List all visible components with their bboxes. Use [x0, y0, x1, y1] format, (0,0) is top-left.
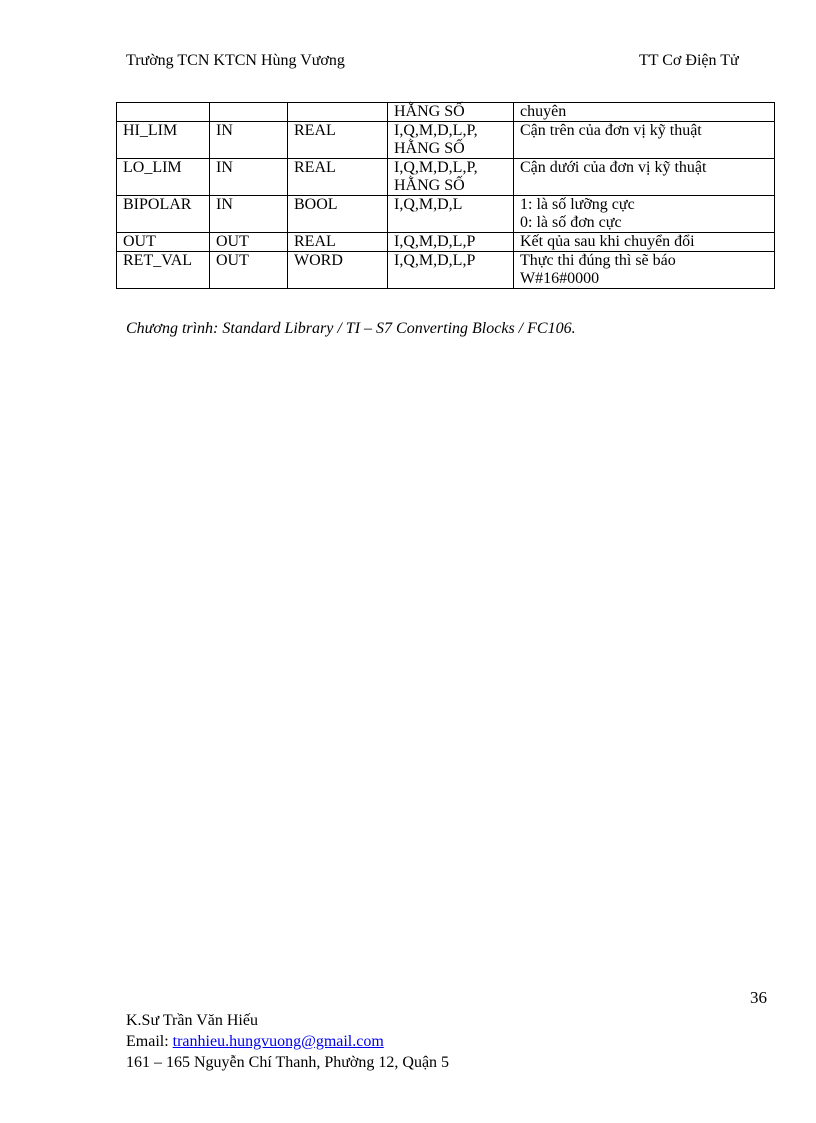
area-line: I,Q,M,D,L,P	[394, 252, 476, 269]
table-row	[117, 122, 775, 159]
table-caption: Chương trình: Standard Library / TI – S7 Converting Blocks / FC106.	[126, 320, 576, 337]
param-name: BIPOLAR	[117, 196, 210, 233]
param-type: REAL	[288, 159, 388, 196]
header-school: Trường TCN KTCN Hùng Vương	[126, 52, 345, 69]
param-decl	[210, 103, 288, 122]
param-decl: IN	[210, 196, 288, 233]
area-line: HẰNG SỐ	[394, 103, 465, 120]
param-type: REAL	[288, 233, 388, 252]
footer-email-line	[126, 1031, 449, 1052]
desc-line: Kết qủa sau khi chuyển đổi	[520, 233, 695, 250]
param-area	[388, 233, 514, 252]
param-type	[288, 103, 388, 122]
area-line: I,Q,M,D,L,P	[394, 233, 476, 250]
param-name: OUT	[117, 233, 210, 252]
param-area	[388, 196, 514, 233]
desc-line: Cận dưới của đơn vị kỹ thuật	[520, 159, 707, 176]
table-row	[117, 196, 775, 233]
table-row	[117, 103, 775, 122]
param-area	[388, 252, 514, 289]
param-name: LO_LIM	[117, 159, 210, 196]
param-desc	[514, 196, 775, 233]
area-line: HẰNG SỐ	[394, 177, 465, 194]
page-number: 36	[750, 988, 767, 1007]
area-line: I,Q,M,D,L	[394, 196, 463, 213]
desc-line: W#16#0000	[520, 270, 600, 287]
parameter-table	[116, 102, 775, 289]
footer-address: 161 – 165 Nguyễn Chí Thanh, Phường 12, Quận 5	[126, 1054, 450, 1071]
param-type: WORD	[288, 252, 388, 289]
param-decl: OUT	[210, 252, 288, 289]
param-type: BOOL	[288, 196, 388, 233]
param-decl: OUT	[210, 233, 288, 252]
desc-line: 0: là số đơn cực	[520, 214, 622, 231]
table-row	[117, 233, 775, 252]
email-link[interactable]: tranhieu.hungvuong@gmail.com	[172, 1033, 384, 1050]
area-line: HẰNG SỐ	[394, 140, 465, 157]
param-type: REAL	[288, 122, 388, 159]
desc-line: Thực thi đúng thì sẽ báo	[520, 252, 676, 269]
footer	[126, 1010, 449, 1073]
param-desc	[514, 122, 775, 159]
area-line: I,Q,M,D,L,P,	[394, 159, 478, 176]
param-desc	[514, 233, 775, 252]
header-department: TT Cơ Điện Tử	[639, 52, 739, 69]
table-row	[117, 252, 775, 289]
table-row	[117, 159, 775, 196]
footer-author: K.Sư Trần Văn Hiếu	[126, 1012, 258, 1029]
param-decl: IN	[210, 159, 288, 196]
desc-line: 1: là số lưỡng cực	[520, 196, 635, 213]
param-area	[388, 159, 514, 196]
param-desc	[514, 103, 775, 122]
param-name: RET_VAL	[117, 252, 210, 289]
param-decl: IN	[210, 122, 288, 159]
desc-line: Cận trên của đơn vị kỹ thuật	[520, 122, 702, 139]
footer-email-label: Email:	[126, 1033, 173, 1050]
param-name: HI_LIM	[117, 122, 210, 159]
param-area	[388, 122, 514, 159]
param-desc	[514, 252, 775, 289]
param-name	[117, 103, 210, 122]
desc-line: chuyên	[520, 103, 567, 120]
area-line: I,Q,M,D,L,P,	[394, 122, 478, 139]
param-desc	[514, 159, 775, 196]
param-area	[388, 103, 514, 122]
